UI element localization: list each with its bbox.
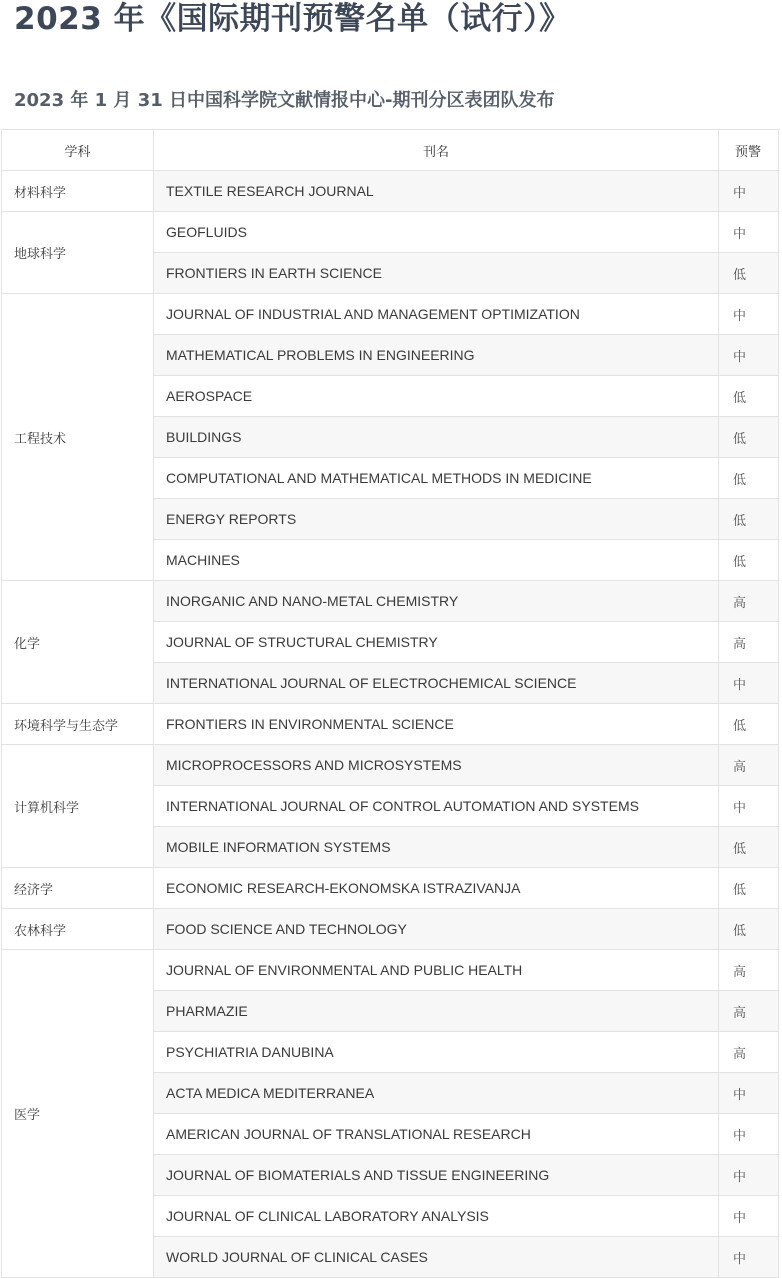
warning-level-cell: 低: [719, 868, 779, 909]
warning-level-cell: 高: [719, 950, 779, 991]
warning-level-cell: 中: [719, 1073, 779, 1114]
warning-level-cell: 中: [719, 212, 779, 253]
table-row: [2, 581, 779, 622]
journal-name-cell: AMERICAN JOURNAL OF TRANSLATIONAL RESEARCH: [154, 1114, 719, 1155]
table-row: [2, 294, 779, 335]
table-row: [2, 171, 779, 212]
table-row: [2, 909, 779, 950]
journal-name-cell: MACHINES: [154, 540, 719, 581]
journal-name-cell: BUILDINGS: [154, 417, 719, 458]
warning-level-cell: 中: [719, 294, 779, 335]
warning-level-cell: 中: [719, 335, 779, 376]
table-header-row: [2, 130, 779, 171]
warning-level-cell: 高: [719, 991, 779, 1032]
warning-level-cell: 中: [719, 1114, 779, 1155]
table-row: [2, 745, 779, 786]
page-title: 2023 年《国际期刊预警名单（试行）》: [14, 1, 571, 37]
journal-name-cell: ENERGY REPORTS: [154, 499, 719, 540]
warning-level-cell: 高: [719, 1032, 779, 1073]
journal-name-cell: ACTA MEDICA MEDITERRANEA: [154, 1073, 719, 1114]
warning-level-cell: 中: [719, 171, 779, 212]
subject-cell: 环境科学与生态学: [2, 704, 154, 745]
warning-level-cell: 中: [719, 1237, 779, 1278]
journal-name-cell: FRONTIERS IN ENVIRONMENTAL SCIENCE: [154, 704, 719, 745]
journal-name-cell: JOURNAL OF BIOMATERIALS AND TISSUE ENGINEERING: [154, 1155, 719, 1196]
journal-name-cell: JOURNAL OF CLINICAL LABORATORY ANALYSIS: [154, 1196, 719, 1237]
journal-name-cell: MICROPROCESSORS AND MICROSYSTEMS: [154, 745, 719, 786]
table-row: [2, 212, 779, 253]
journal-name-cell: INTERNATIONAL JOURNAL OF CONTROL AUTOMATION AND SYSTEMS: [154, 786, 719, 827]
warning-level-cell: 高: [719, 622, 779, 663]
warning-level-cell: 中: [719, 786, 779, 827]
warning-level-cell: 高: [719, 581, 779, 622]
journal-name-cell: PSYCHIATRIA DANUBINA: [154, 1032, 719, 1073]
journal-name-cell: MATHEMATICAL PROBLEMS IN ENGINEERING: [154, 335, 719, 376]
warning-level-cell: 低: [719, 499, 779, 540]
journal-name-cell: GEOFLUIDS: [154, 212, 719, 253]
journal-name-cell: TEXTILE RESEARCH JOURNAL: [154, 171, 719, 212]
subject-cell: 计算机科学: [2, 745, 154, 868]
journal-name-cell: FOOD SCIENCE AND TECHNOLOGY: [154, 909, 719, 950]
page-subtitle: 2023 年 1 月 31 日中国科学院文献情报中心-期刊分区表团队发布: [14, 90, 555, 111]
journal-name-cell: INTERNATIONAL JOURNAL OF ELECTROCHEMICAL SCIENCE: [154, 663, 719, 704]
journal-name-cell: JOURNAL OF INDUSTRIAL AND MANAGEMENT OPTIMIZATION: [154, 294, 719, 335]
subject-cell: 地球科学: [2, 212, 154, 294]
warning-list-table: [1, 129, 779, 1278]
journal-name-cell: AEROSPACE: [154, 376, 719, 417]
warning-level-cell: 中: [719, 1155, 779, 1196]
subject-cell: 化学: [2, 581, 154, 704]
header-warning: 预警: [719, 130, 779, 171]
table-body: [2, 171, 779, 1278]
subject-cell: 医学: [2, 950, 154, 1278]
subject-cell: 经济学: [2, 868, 154, 909]
table-row: [2, 704, 779, 745]
table-row: [2, 950, 779, 991]
warning-level-cell: 低: [719, 540, 779, 581]
journal-name-cell: INORGANIC AND NANO-METAL CHEMISTRY: [154, 581, 719, 622]
warning-level-cell: 低: [719, 417, 779, 458]
header-journal: 刊名: [154, 130, 719, 171]
warning-level-cell: 低: [719, 458, 779, 499]
subject-cell: 农林科学: [2, 909, 154, 950]
warning-level-cell: 高: [719, 745, 779, 786]
subject-cell: 材料科学: [2, 171, 154, 212]
warning-level-cell: 中: [719, 663, 779, 704]
journal-name-cell: JOURNAL OF STRUCTURAL CHEMISTRY: [154, 622, 719, 663]
warning-level-cell: 低: [719, 827, 779, 868]
warning-level-cell: 中: [719, 1196, 779, 1237]
warning-level-cell: 低: [719, 376, 779, 417]
journal-name-cell: FRONTIERS IN EARTH SCIENCE: [154, 253, 719, 294]
warning-level-cell: 低: [719, 253, 779, 294]
journal-name-cell: JOURNAL OF ENVIRONMENTAL AND PUBLIC HEALTH: [154, 950, 719, 991]
warning-level-cell: 低: [719, 909, 779, 950]
subject-cell: 工程技术: [2, 294, 154, 581]
header-subject: 学科: [2, 130, 154, 171]
journal-name-cell: WORLD JOURNAL OF CLINICAL CASES: [154, 1237, 719, 1278]
warning-level-cell: 低: [719, 704, 779, 745]
journal-name-cell: COMPUTATIONAL AND MATHEMATICAL METHODS IN MEDICINE: [154, 458, 719, 499]
journal-name-cell: PHARMAZIE: [154, 991, 719, 1032]
table-row: [2, 868, 779, 909]
journal-name-cell: MOBILE INFORMATION SYSTEMS: [154, 827, 719, 868]
journal-name-cell: ECONOMIC RESEARCH-EKONOMSKA ISTRAZIVANJA: [154, 868, 719, 909]
